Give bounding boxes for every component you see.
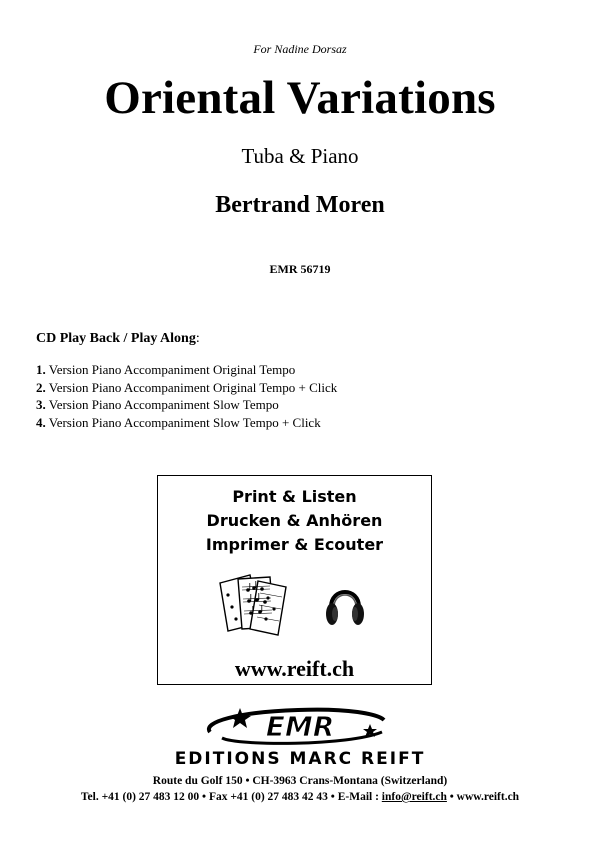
list-item	[36, 414, 337, 432]
cd-heading	[36, 331, 200, 347]
email-link[interactable]: info@reift.ch	[381, 791, 447, 803]
track-number: 4.	[36, 414, 46, 430]
emr-logo	[198, 702, 402, 748]
page-title: Oriental Variations	[104, 72, 496, 124]
track-title: Version Piano Accompaniment Slow Tempo	[45, 397, 279, 412]
sheet-music-icon	[216, 571, 294, 639]
cd-heading-colon: :	[195, 331, 200, 346]
composer-name: Bertrand Moren	[215, 192, 385, 218]
promo-line-french: Imprimer & Ecouter	[205, 535, 384, 554]
promo-line-german: Drucken & Anhören	[206, 511, 383, 530]
promo-url[interactable]: www.reift.ch	[234, 656, 355, 681]
publisher-address: Route du Golf 150 • CH-3963 Crans-Montana (Switzerland)	[152, 775, 448, 787]
contact-phone-fax: Tel. +41 (0) 27 483 12 00 • Fax +41 (0) 27 483 42 43 • E-Mail :	[80, 791, 382, 803]
emr-logo-text: EMR	[265, 710, 335, 743]
promo-line-english: Print & Listen	[232, 487, 357, 506]
track-number: 2.	[36, 379, 46, 395]
track-title: Version Piano Accompaniment Original Tempo + Click	[45, 379, 338, 395]
cd-heading-text: CD Play Back / Play Along	[36, 331, 196, 346]
contact-website: • www.reift.ch	[446, 791, 520, 803]
publisher-contact	[0, 791, 600, 803]
track-list	[36, 361, 337, 431]
list-item	[36, 361, 337, 379]
headphones-icon	[325, 577, 365, 633]
track-title: Version Piano Accompaniment Slow Tempo + Click	[45, 414, 321, 430]
list-item	[36, 396, 337, 414]
dedication: For Nadine Dorsaz	[253, 42, 347, 56]
publisher-name: EDITIONS MARC REIFT	[174, 749, 426, 769]
print-listen-box	[157, 475, 432, 685]
track-title: Version Piano Accompaniment Original Tempo	[45, 362, 296, 377]
track-number: 1.	[36, 362, 46, 377]
instrumentation: Tuba & Piano	[241, 144, 359, 168]
list-item	[36, 379, 337, 397]
catalog-number: EMR 56719	[269, 262, 331, 276]
track-number: 3.	[36, 397, 46, 412]
